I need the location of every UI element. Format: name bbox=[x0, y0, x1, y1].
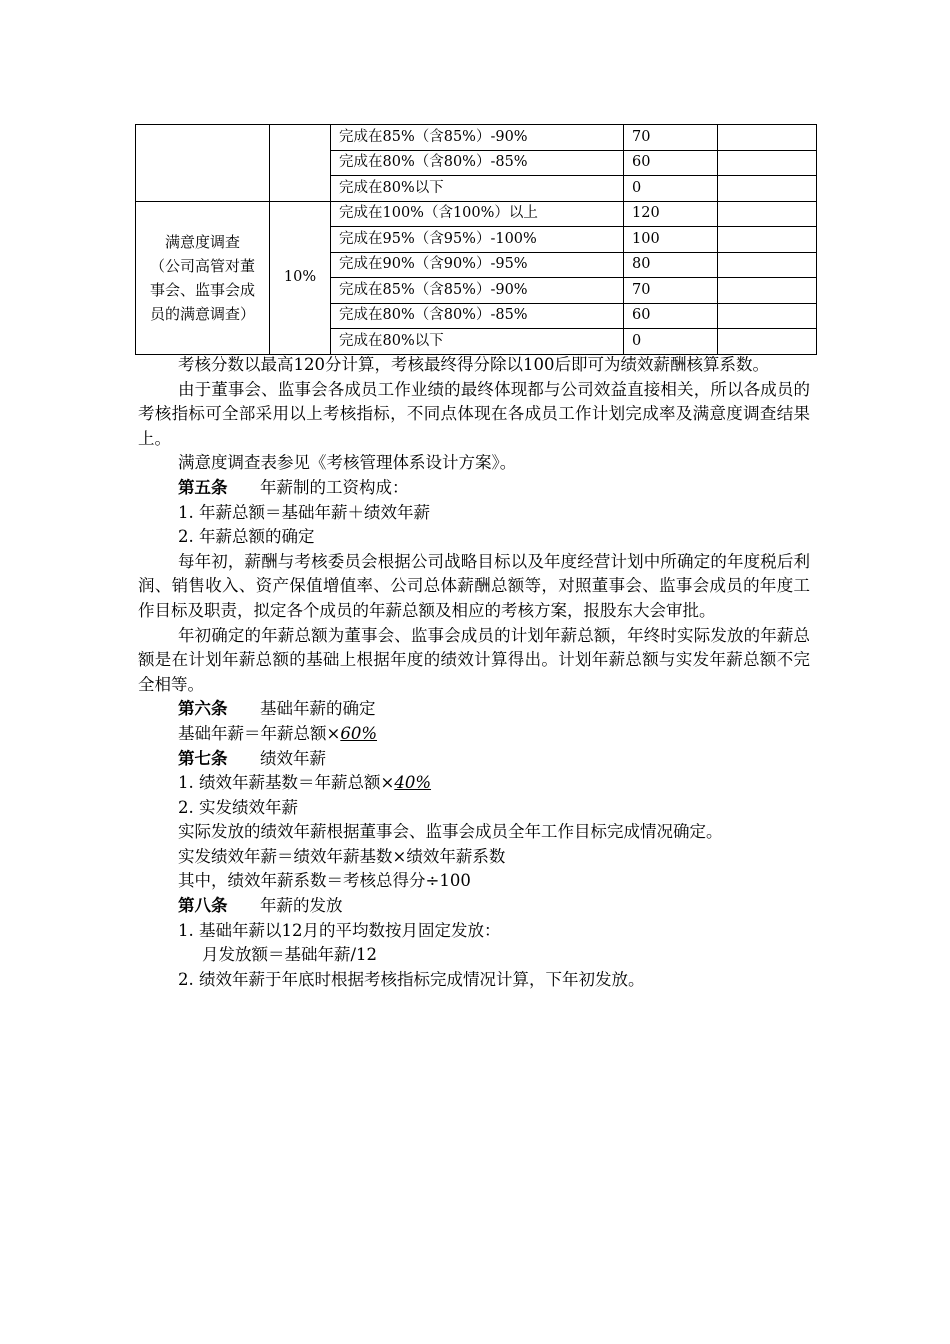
paragraph: 考核分数以最高120分计算，考核最终得分除以100后即可为绩效薪酬核算系数。 bbox=[178, 355, 769, 374]
list-item bbox=[138, 771, 810, 796]
paragraph: 每年初，薪酬与考核委员会根据公司战略目标以及年度经营计划中所确定的年度税后利润、销售收入、资产保值增值率、公司总体薪酬总额等，对照董事会、监事会成员的年度工作目标及职责，拟定各个成员的年薪总额及相应的考核方案，报股东大会审批。 bbox=[138, 551, 810, 620]
formula-line: 实发绩效年薪＝绩效年薪基数×绩效年薪系数 bbox=[178, 846, 506, 866]
formula-line: 月发放额＝基础年薪/12 bbox=[202, 945, 378, 965]
assessment-table bbox=[135, 124, 817, 355]
condition-cell: 完成在80%以下 bbox=[331, 176, 624, 202]
list-item: 2. 绩效年薪于年底时根据考核指标完成情况计算，下年初发放。 bbox=[178, 969, 645, 989]
score-cell: 70 bbox=[624, 125, 718, 151]
condition-cell: 完成在80%（含80%）-85% bbox=[331, 303, 624, 329]
article-label: 第五条 bbox=[178, 477, 228, 497]
formula-value: 40% bbox=[394, 773, 432, 793]
paragraph: 满意度调查表参见《考核管理体系设计方案》。 bbox=[178, 453, 517, 473]
score-cell: 0 bbox=[624, 329, 718, 355]
body-text bbox=[138, 353, 810, 992]
list-item: 1. 基础年薪以12月的平均数按月固定发放： bbox=[178, 920, 501, 940]
blank-cell bbox=[718, 227, 817, 253]
article-title: 年薪的发放 bbox=[260, 896, 343, 916]
indicator-line: 事会、监事会成 bbox=[149, 280, 255, 299]
indicator-cell bbox=[136, 201, 270, 354]
table-row bbox=[136, 201, 817, 227]
blank-cell bbox=[718, 303, 817, 329]
list-item: 2. 年薪总额的确定 bbox=[178, 527, 315, 547]
blank-cell bbox=[718, 252, 817, 278]
blank-cell bbox=[718, 278, 817, 304]
condition-cell: 完成在95%（含95%）-100% bbox=[331, 227, 624, 253]
condition-cell: 完成在80%（含80%）-85% bbox=[331, 150, 624, 176]
indicator-line: （公司高管对董 bbox=[149, 256, 255, 275]
indicator-line: 满意度调查 bbox=[164, 232, 240, 251]
score-cell: 60 bbox=[624, 303, 718, 329]
indicator-cell-empty bbox=[136, 125, 270, 202]
condition-cell: 完成在100%（含100%）以上 bbox=[331, 201, 624, 227]
score-cell: 60 bbox=[624, 150, 718, 176]
list-item: 1. 年薪总额＝基础年薪＋绩效年薪 bbox=[178, 502, 430, 522]
score-cell: 120 bbox=[624, 201, 718, 227]
article-label: 第七条 bbox=[178, 748, 228, 768]
blank-cell bbox=[718, 125, 817, 151]
formula-value: 60% bbox=[340, 723, 378, 743]
blank-cell bbox=[718, 176, 817, 202]
list-item: 2. 实发绩效年薪 bbox=[178, 797, 298, 817]
blank-cell bbox=[718, 150, 817, 176]
article-heading bbox=[138, 894, 810, 919]
indicator-line: 员的满意调查） bbox=[149, 304, 255, 323]
article-title: 基础年薪的确定 bbox=[260, 699, 376, 719]
article-label: 第八条 bbox=[178, 896, 228, 916]
condition-cell: 完成在90%（含90%）-95% bbox=[331, 252, 624, 278]
blank-cell bbox=[718, 201, 817, 227]
formula-text: 基础年薪＝年薪总额× bbox=[178, 723, 341, 743]
weight-cell-empty bbox=[270, 125, 331, 202]
condition-cell: 完成在80%以下 bbox=[331, 329, 624, 355]
formula-line bbox=[138, 722, 810, 747]
condition-cell: 完成在85%（含85%）-90% bbox=[331, 125, 624, 151]
score-cell: 70 bbox=[624, 278, 718, 304]
score-cell: 80 bbox=[624, 252, 718, 278]
blank-cell bbox=[718, 329, 817, 355]
article-title: 绩效年薪 bbox=[260, 748, 326, 768]
article-label: 第六条 bbox=[178, 699, 228, 719]
score-cell: 0 bbox=[624, 176, 718, 202]
condition-cell: 完成在85%（含85%）-90% bbox=[331, 278, 624, 304]
article-heading bbox=[138, 697, 810, 722]
article-heading bbox=[138, 476, 810, 501]
paragraph: 由于董事会、监事会各成员工作业绩的最终体现都与公司效益直接相关，所以各成员的考核指标可全部采用以上考核指标，不同点体现在各成员工作计划完成率及满意度调查结果上。 bbox=[138, 379, 810, 448]
formula-text: 1. 绩效年薪基数＝年薪总额× bbox=[178, 773, 395, 793]
formula-line: 其中，绩效年薪系数＝考核总得分÷100 bbox=[178, 871, 471, 891]
article-title: 年薪制的工资构成： bbox=[260, 477, 409, 497]
score-cell: 100 bbox=[624, 227, 718, 253]
article-heading bbox=[138, 747, 810, 772]
weight-cell: 10% bbox=[270, 201, 331, 354]
table-row bbox=[136, 125, 817, 151]
paragraph: 年初确定的年薪总额为董事会、监事会成员的计划年薪总额，年终时实际发放的年薪总额是在计划年薪总额的基础上根据年度的绩效计算得出。计划年薪总额与实发年薪总额不完全相等。 bbox=[138, 625, 810, 694]
paragraph: 实际发放的绩效年薪根据董事会、监事会成员全年工作目标完成情况确定。 bbox=[178, 822, 723, 842]
